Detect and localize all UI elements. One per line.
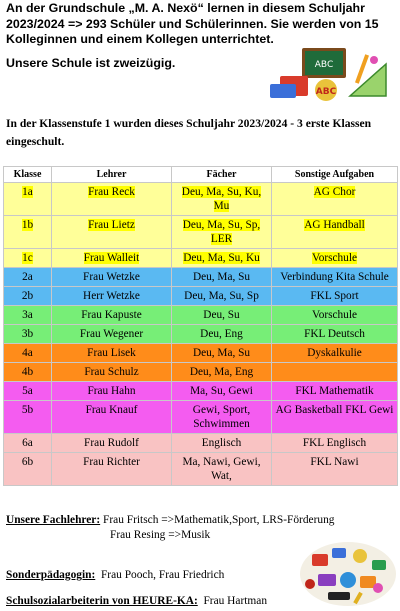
teacher-cell-text: Frau Knauf: [85, 404, 138, 416]
subjects-cell-text: Gewi, Sport, Schwimmen: [192, 404, 251, 430]
table-row: [4, 216, 398, 249]
teacher-cell-text: Frau Reck: [88, 186, 135, 198]
teacher-cell: [52, 382, 172, 401]
calculator-icon: [328, 592, 350, 600]
teacher-cell-text: Frau Schulz: [84, 366, 139, 378]
class-cell-text: 4b: [21, 366, 34, 378]
tasks-cell: [272, 183, 398, 216]
subjects-cell-text: Deu, Ma, Su, Ku: [183, 252, 260, 264]
class-cell: [4, 287, 52, 306]
book-icon: [270, 84, 296, 98]
abc-text: ABC: [315, 87, 337, 97]
teacher-cell: [52, 363, 172, 382]
fachlehrer-line2: Frau Resing =>Musik: [110, 529, 211, 541]
subjects-cell: [172, 401, 272, 434]
fachlehrer-section: [6, 513, 334, 543]
subjects-cell-text: Deu, Ma, Su, Ku, Mu: [181, 186, 262, 212]
class-cell-text: 3b: [21, 328, 34, 340]
subjects-cell: [172, 363, 272, 382]
class-cell: [4, 453, 52, 486]
column-header: Lehrer: [52, 167, 172, 183]
fachlehrer-line1: Frau Fritsch =>Mathematik,Sport, LRS-Förderung: [103, 514, 335, 526]
tasks-cell-text: Dyskalkulie: [307, 347, 362, 359]
subjects-cell: [172, 325, 272, 344]
tasks-cell: [272, 453, 398, 486]
class-cell: [4, 434, 52, 453]
class-cell: [4, 268, 52, 287]
class-cell-text: 1b: [21, 219, 34, 231]
teacher-cell-text: Frau Wegener: [79, 328, 144, 340]
ruler-triangle-icon: [350, 64, 386, 96]
subjects-cell: [172, 382, 272, 401]
class-cell: [4, 401, 52, 434]
teacher-cell: [52, 268, 172, 287]
subjects-cell-text: Ma, Nawi, Gewi, Wat,: [182, 456, 261, 482]
tasks-cell-text: FKL Deutsch: [304, 328, 365, 340]
tasks-cell-text: AG Basketball FKL Gewi: [275, 404, 394, 416]
class-table: [3, 166, 398, 486]
class-cell: [4, 363, 52, 382]
intro-paragraph: An der Grundschule „M. A. Nexö“ lernen in diesem Schuljahr 2023/2024 => 293 Schüler und Schülerinnen. Sie werden von 15 Kolleginnen und einem Kollegen unterrichtet.: [6, 1, 379, 46]
teacher-cell: [52, 453, 172, 486]
table-row: [4, 434, 398, 453]
book-icon: [312, 554, 328, 566]
subjects-cell: [172, 306, 272, 325]
table-row: [4, 325, 398, 344]
teacher-cell-text: Frau Lietz: [88, 219, 135, 231]
teacher-cell: [52, 249, 172, 268]
tasks-cell: [272, 268, 398, 287]
class-cell: [4, 249, 52, 268]
teacher-cell-text: Frau Wetzke: [83, 271, 140, 283]
subjects-cell-text: Deu, Ma, Eng: [189, 366, 254, 378]
teacher-cell: [52, 325, 172, 344]
sonder-label: Sonderpädagogin:: [6, 569, 96, 581]
subjects-cell: [172, 453, 272, 486]
tasks-cell-text: AG Chor: [313, 186, 356, 198]
tasks-cell: [272, 325, 398, 344]
teacher-cell-text: Frau Richter: [83, 456, 140, 468]
class-cell: [4, 344, 52, 363]
subjects-cell: [172, 434, 272, 453]
table-row: [4, 363, 398, 382]
teacher-cell: [52, 306, 172, 325]
fachlehrer-label: Unsere Fachlehrer:: [6, 514, 101, 526]
teacher-cell-text: Frau Walleit: [83, 252, 140, 264]
tasks-cell-text: FKL Englisch: [302, 437, 367, 449]
globe-icon: [340, 572, 356, 588]
tasks-cell-text: FKL Sport: [310, 290, 359, 302]
apple-icon: [305, 579, 315, 589]
pin-icon: [370, 56, 378, 64]
table-body: [4, 183, 398, 486]
class-cell: [4, 306, 52, 325]
column-header: Fächer: [172, 167, 272, 183]
class-cell-text: 1a: [22, 186, 33, 198]
book-icon: [332, 548, 346, 558]
teacher-cell: [52, 344, 172, 363]
tasks-cell-text: Vorschule: [312, 252, 357, 264]
teacher-cell-text: Frau Kapuste: [81, 309, 142, 321]
sonder-value: Frau Pooch, Frau Friedrich: [100, 569, 225, 581]
table-row: [4, 344, 398, 363]
intro-two-classes: Unsere Schule ist zweizügig.: [6, 55, 176, 70]
tasks-cell: [272, 287, 398, 306]
table-row: [4, 249, 398, 268]
tasks-cell: [272, 306, 398, 325]
teacher-cell-text: Herr Wetzke: [83, 290, 140, 302]
subjects-cell: [172, 249, 272, 268]
table-row: [4, 306, 398, 325]
teacher-cell: [52, 401, 172, 434]
chalkboard-text: ABC: [314, 60, 334, 70]
book-icon: [372, 560, 386, 570]
subjects-cell-text: Deu, Su: [203, 309, 240, 321]
subjects-cell-text: Englisch: [201, 437, 242, 449]
grade1-info: [6, 115, 394, 151]
subjects-cell: [172, 287, 272, 306]
teacher-cell: [52, 183, 172, 216]
teacher-cell-text: Frau Hahn: [87, 385, 136, 397]
tasks-cell-text: Vorschule: [312, 309, 357, 321]
grade1-text: In der Klassenstufe 1 wurden dieses Schuljahr 2023/2024 - 3 erste Klassen eingeschult.: [6, 117, 372, 148]
class-cell-text: 3a: [22, 309, 33, 321]
table-row: [4, 268, 398, 287]
class-cell-text: 2b: [21, 290, 34, 302]
tasks-cell: [272, 216, 398, 249]
subjects-cell: [172, 216, 272, 249]
class-cell-text: 6b: [21, 456, 34, 468]
tasks-cell: [272, 382, 398, 401]
class-cell-text: 4a: [22, 347, 33, 359]
sonder-section: [6, 568, 224, 583]
class-cell-text: 1c: [22, 252, 33, 264]
teacher-cell-text: Frau Rudolf: [84, 437, 139, 449]
tasks-cell-text: AG Handball: [304, 219, 365, 231]
class-cell-text: 5b: [21, 404, 34, 416]
class-cell-text: 6a: [22, 437, 33, 449]
column-header: Klasse: [4, 167, 52, 183]
subjects-cell: [172, 183, 272, 216]
school-items-collage-image: [298, 540, 398, 608]
subjects-cell-text: Deu, Ma, Su, Sp, LER: [182, 219, 261, 245]
teacher-cell: [52, 216, 172, 249]
table-row: [4, 453, 398, 486]
class-cell: [4, 183, 52, 216]
pencil-icon: [355, 54, 369, 84]
tasks-cell: [272, 401, 398, 434]
subjects-cell-text: Ma, Su, Gewi: [190, 385, 253, 397]
table-row: [4, 183, 398, 216]
class-cell-text: 5a: [22, 385, 33, 397]
class-cell: [4, 325, 52, 344]
tasks-cell: [272, 434, 398, 453]
table-row: [4, 401, 398, 434]
subjects-cell: [172, 268, 272, 287]
table-header-row: [4, 167, 398, 183]
table-row: [4, 382, 398, 401]
subjects-cell-text: Deu, Eng: [200, 328, 243, 340]
class-cell: [4, 382, 52, 401]
class-cell: [4, 216, 52, 249]
subjects-cell-text: Deu, Ma, Su: [192, 271, 251, 283]
table-row: [4, 287, 398, 306]
teacher-cell: [52, 287, 172, 306]
subjects-cell-text: Deu, Ma, Su, Sp: [184, 290, 259, 302]
apple-icon: [373, 583, 383, 593]
tasks-cell-text: FKL Nawi: [310, 456, 359, 468]
tasks-cell: [272, 249, 398, 268]
tasks-cell-text: Verbindung Kita Schule: [280, 271, 389, 283]
sozial-label: Schulsozialarbeiterin von HEURE-KA:: [6, 595, 198, 607]
sozial-value: Frau Hartman: [203, 595, 268, 607]
sozial-section: [6, 594, 267, 609]
tasks-cell: [272, 344, 398, 363]
teacher-cell-text: Frau Lisek: [87, 347, 136, 359]
subjects-cell: [172, 344, 272, 363]
tasks-cell: [272, 363, 398, 382]
subjects-cell-text: Deu, Ma, Su: [192, 347, 251, 359]
class-cell-text: 2a: [22, 271, 33, 283]
school-supplies-image: [262, 46, 396, 102]
clock-icon: [353, 549, 367, 563]
column-header: Sonstige Aufgaben: [272, 167, 398, 183]
book-icon: [318, 574, 336, 586]
tasks-cell-text: FKL Mathematik: [295, 385, 374, 397]
teacher-cell: [52, 434, 172, 453]
